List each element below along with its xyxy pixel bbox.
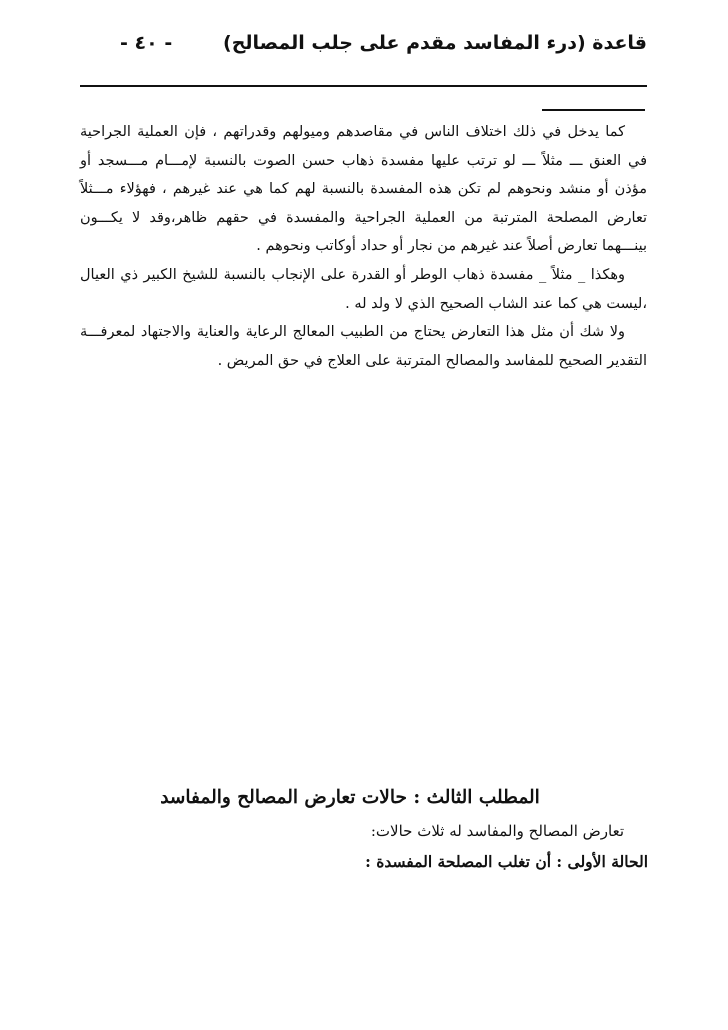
section-title: المطلب الثالث : حالات تعارض المصالح والمفاسد [160, 787, 540, 808]
short-divider [542, 109, 645, 111]
body-text [80, 118, 647, 375]
page-number: - ٤٠ - [120, 32, 173, 54]
paragraph-1: كما يدخل في ذلك اختلاف الناس في مقاصدهم وميولهم وقدراتهم ، فإن العملية الجراحية في العنق ـــ مثلاً ـــ لو ترتب عليها مفسدة ذهاب حسن الصوت بالنسبة لإمـــام مـــسجد أو مؤذن أو منشد ونحوهم لم تكن هذه المفسدة بالنسبة لهم كما هي عند غيرهم ، فهؤلاء مـــثلاً تعارض المصلحة المترتبة من العملية الجراحية والمفسدة في حقهم ظاهر،وقد لا يكـــون بينـــهما تعارض أصلاً عند غيرهم من نجار أو حداد أوكاتب ونحوهم . [80, 124, 647, 255]
header-title: قاعدة (درء المفاسد مقدم على جلب المصالح) [223, 32, 647, 54]
page-header [80, 28, 647, 66]
case-title: الحالة الأولى : أن تغلب المصلحة المفسدة : [365, 852, 648, 871]
paragraph-3: ولا شك أن مثل هذا التعارض يحتاج من الطبيب المعالج الرعاية والعناية والاجتهاد لمعرفـــة التقدير الصحيح للمفاسد والمصالح المترتبة على العلاج في حق المريض . [80, 324, 647, 369]
paragraph-2: وهكذا _ مثلاً _ مفسدة ذهاب الوطر أو القدرة على الإنجاب بالنسبة للشيخ الكبير ذي العيال ،ليست هي كما عند الشاب الصحيح الذي لا ولد له . [80, 266, 647, 312]
section-subtitle: تعارض المصالح والمفاسد له ثلاث حالات: [370, 822, 624, 840]
header-divider [80, 85, 647, 87]
